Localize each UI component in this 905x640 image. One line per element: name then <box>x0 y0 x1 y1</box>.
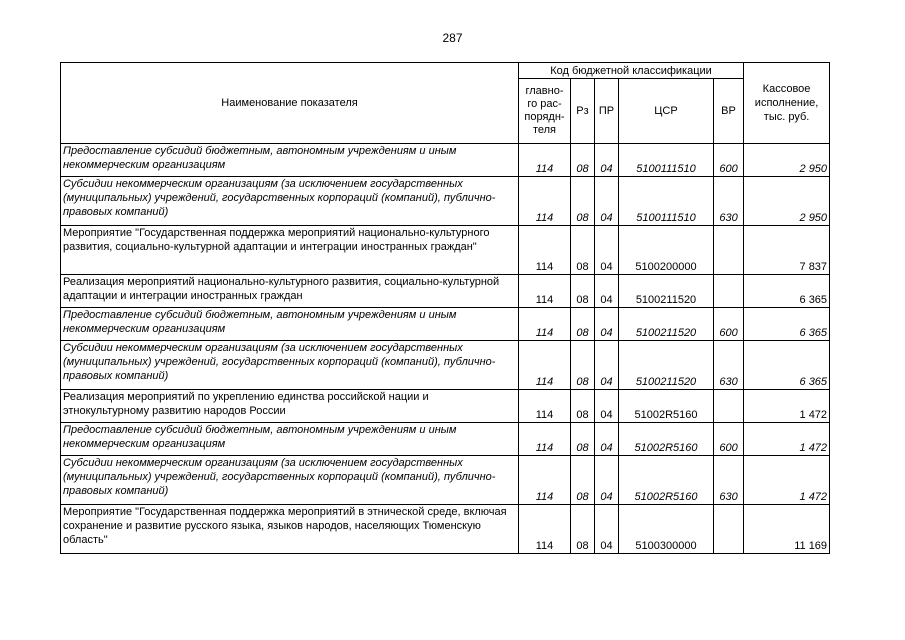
row-csr: 5100211520 <box>619 275 714 308</box>
row-amount: 6 365 <box>744 308 830 341</box>
row-vr: 630 <box>714 341 744 390</box>
row-amount: 1 472 <box>744 423 830 456</box>
row-rz: 08 <box>571 341 595 390</box>
row-pr: 04 <box>595 308 619 341</box>
row-amount: 1 472 <box>744 390 830 423</box>
row-glava: 114 <box>519 177 571 226</box>
row-name: Предоставление субсидий бюджетным, автономным учреждениям и иным некоммерческим организациям <box>61 144 519 177</box>
row-glava: 114 <box>519 505 571 554</box>
table-row <box>61 341 830 390</box>
table-row <box>61 390 830 423</box>
row-csr: 5100211520 <box>619 341 714 390</box>
table-row <box>61 226 830 275</box>
budget-table <box>60 62 830 554</box>
row-name: Мероприятие "Государственная поддержка мероприятий национально-культурного развития, социально-культурной адаптации и интеграции иностранных граждан" <box>61 226 519 275</box>
row-pr: 04 <box>595 505 619 554</box>
page-number: 287 <box>442 31 463 45</box>
row-name: Реализация мероприятий национально-культурного развития, социально-культурной адаптации и интеграции иностранных граждан <box>61 275 519 308</box>
row-amount: 2 950 <box>744 144 830 177</box>
row-pr: 04 <box>595 226 619 275</box>
row-name: Мероприятие "Государственная поддержка мероприятий в этнической среде, включая сохранение и развитие русского языка, языков народов, населяющих Тюменскую область" <box>61 505 519 554</box>
row-pr: 04 <box>595 177 619 226</box>
row-name: Субсидии некоммерческим организациям (за исключением государственных (муниципальных) учреждений, государственных корпораций (компаний), публично-правовых компаний) <box>61 177 519 226</box>
row-vr <box>714 226 744 275</box>
row-rz: 08 <box>571 275 595 308</box>
row-glava: 114 <box>519 390 571 423</box>
table-row <box>61 275 830 308</box>
row-rz: 08 <box>571 177 595 226</box>
row-csr: 5100200000 <box>619 226 714 275</box>
row-vr: 630 <box>714 456 744 505</box>
row-pr: 04 <box>595 423 619 456</box>
row-glava: 114 <box>519 308 571 341</box>
row-glava: 114 <box>519 341 571 390</box>
row-rz: 08 <box>571 226 595 275</box>
row-amount: 2 950 <box>744 177 830 226</box>
row-rz: 08 <box>571 308 595 341</box>
row-glava: 114 <box>519 144 571 177</box>
row-rz: 08 <box>571 144 595 177</box>
row-csr: 5100300000 <box>619 505 714 554</box>
row-name: Предоставление субсидий бюджетным, автономным учреждениям и иным некоммерческим организациям <box>61 308 519 341</box>
row-csr: 51002R5160 <box>619 456 714 505</box>
row-pr: 04 <box>595 341 619 390</box>
row-csr: 51002R5160 <box>619 423 714 456</box>
row-rz: 08 <box>571 505 595 554</box>
header-csr: ЦСР <box>619 79 714 144</box>
row-name: Субсидии некоммерческим организациям (за исключением государственных (муниципальных) учреждений, государственных корпораций (компаний), публично-правовых компаний) <box>61 341 519 390</box>
row-vr: 630 <box>714 177 744 226</box>
row-vr: 600 <box>714 144 744 177</box>
row-pr: 04 <box>595 456 619 505</box>
row-glava: 114 <box>519 423 571 456</box>
row-pr: 04 <box>595 390 619 423</box>
row-glava: 114 <box>519 456 571 505</box>
row-glava: 114 <box>519 226 571 275</box>
row-glava: 114 <box>519 275 571 308</box>
row-vr <box>714 390 744 423</box>
row-csr: 5100111510 <box>619 144 714 177</box>
row-pr: 04 <box>595 275 619 308</box>
table-row <box>61 423 830 456</box>
row-name: Предоставление субсидий бюджетным, автономным учреждениям и иным некоммерческим организациям <box>61 423 519 456</box>
row-vr <box>714 505 744 554</box>
table-row <box>61 177 830 226</box>
row-amount: 6 365 <box>744 275 830 308</box>
header-classification-group: Код бюджетной классификации <box>519 63 744 79</box>
row-amount: 1 472 <box>744 456 830 505</box>
row-csr: 5100211520 <box>619 308 714 341</box>
row-amount: 7 837 <box>744 226 830 275</box>
row-name: Субсидии некоммерческим организациям (за исключением государственных (муниципальных) учреждений, государственных корпораций (компаний), публично-правовых компаний) <box>61 456 519 505</box>
table-row <box>61 308 830 341</box>
header-name: Наименование показателя <box>61 63 519 144</box>
row-pr: 04 <box>595 144 619 177</box>
table-row <box>61 456 830 505</box>
row-csr: 51002R5160 <box>619 390 714 423</box>
header-rz: Рз <box>571 79 595 144</box>
header-glava: главно-го рас-порядн-теля <box>519 79 571 144</box>
header-pr: ПР <box>595 79 619 144</box>
row-name: Реализация мероприятий по укреплению единства российской нации и этнокультурному развитию народов России <box>61 390 519 423</box>
table-row <box>61 505 830 554</box>
row-vr: 600 <box>714 308 744 341</box>
row-rz: 08 <box>571 390 595 423</box>
row-amount: 6 365 <box>744 341 830 390</box>
header-vr: ВР <box>714 79 744 144</box>
row-vr <box>714 275 744 308</box>
table-row <box>61 144 830 177</box>
row-rz: 08 <box>571 423 595 456</box>
row-csr: 5100111510 <box>619 177 714 226</box>
row-rz: 08 <box>571 456 595 505</box>
row-amount: 11 169 <box>744 505 830 554</box>
header-total: Кассовое исполнение, тыс. руб. <box>744 63 830 144</box>
row-vr: 600 <box>714 423 744 456</box>
